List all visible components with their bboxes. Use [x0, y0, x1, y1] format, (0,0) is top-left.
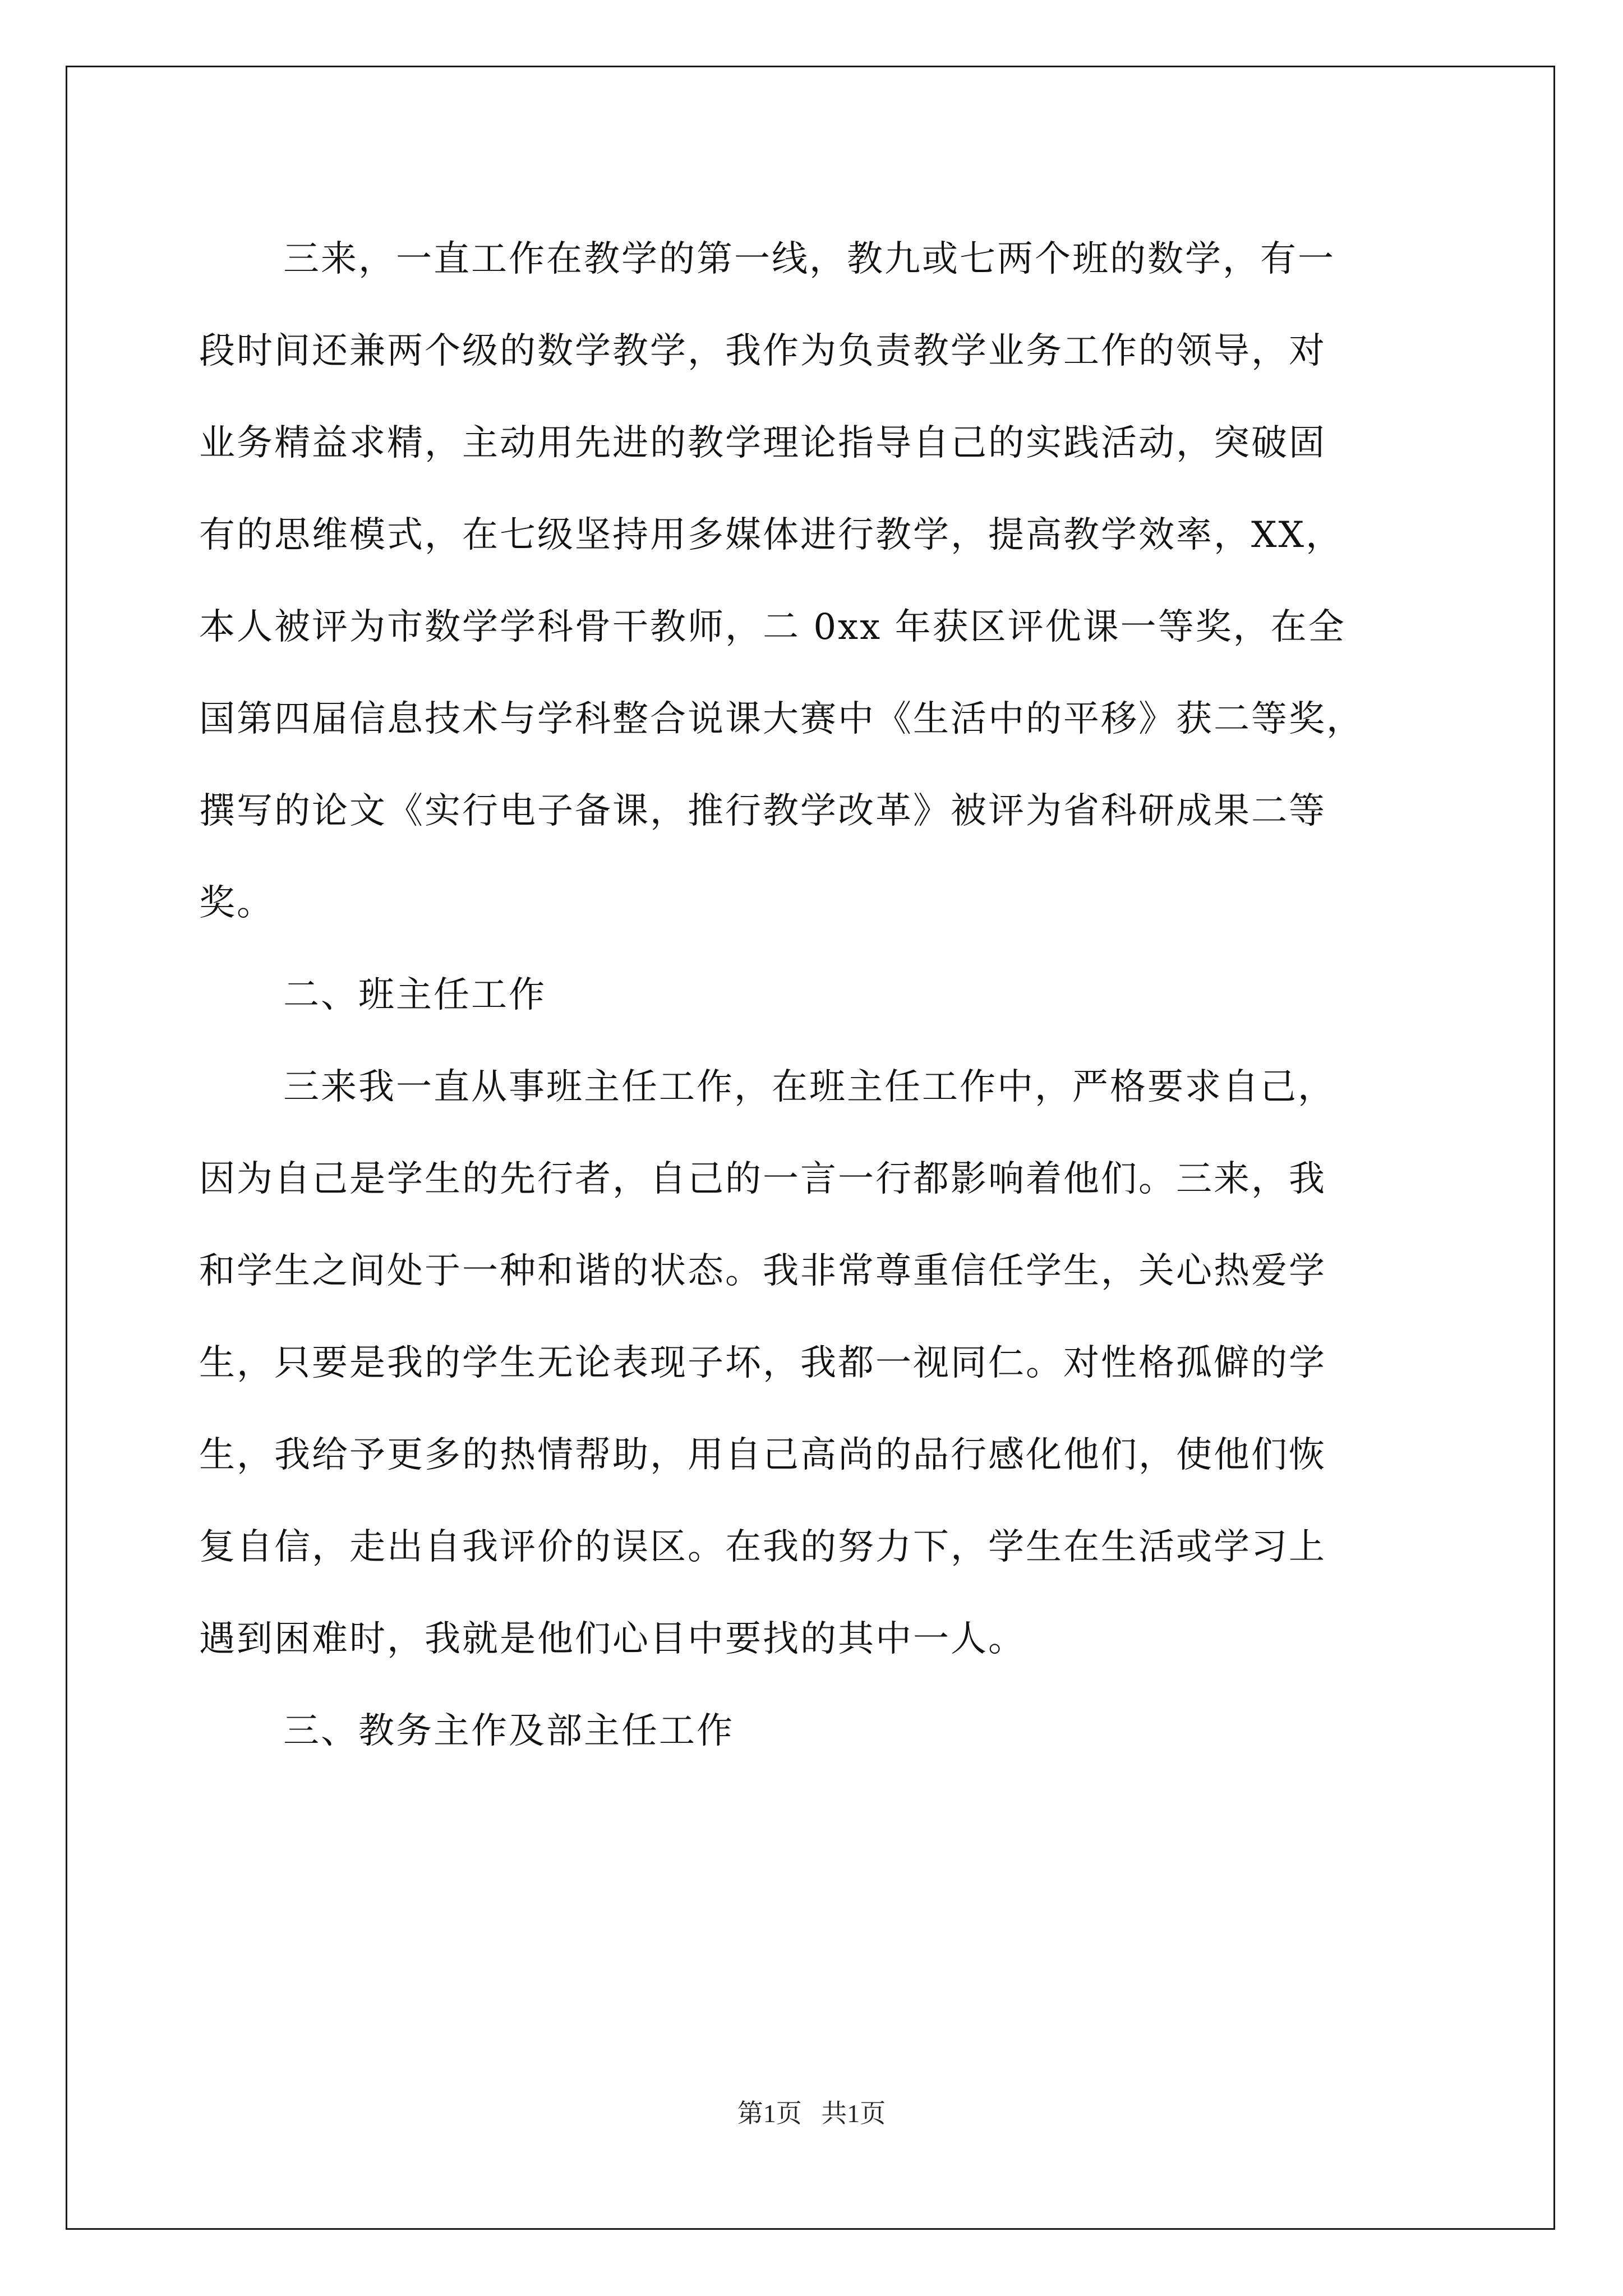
- page-footer: 第1页 共1页: [737, 2099, 886, 2128]
- document-body: [199, 213, 1450, 1777]
- paragraph-1-line-4: 有的思维模式，在七级坚持用多媒体进行教学，提高教学效率，XX，: [199, 514, 1344, 556]
- paragraph-2-line-5: 生，我给予更多的热情帮助，用自己高尚的品行感化他们，使他们恢: [199, 1434, 1326, 1476]
- paragraph-2-line-2: 因为自己是学生的先行者，自己的一言一行都影响着他们。三来，我: [199, 1158, 1326, 1200]
- paragraph-1-line-6: 国第四届信息技术与学科整合说课大赛中《生活中的平移》获二等奖，: [199, 698, 1364, 740]
- paragraph-1-line-8: 奖。: [199, 882, 274, 924]
- paragraph-2-line-4: 生，只要是我的学生无论表现子坏，我都一视同仁。对性格孤僻的学: [199, 1342, 1326, 1384]
- section-heading-2: 二、班主任工作: [283, 974, 546, 1016]
- section-heading-3: 三、教务主作及部主任工作: [283, 1710, 734, 1752]
- paragraph-2-line-1: 三来我一直从事班主任工作，在班主任工作中，严格要求自己，: [283, 1066, 1335, 1108]
- paragraph-2-line-3: 和学生之间处于一种和谐的状态。我非常尊重信任学生，关心热爱学: [199, 1250, 1326, 1292]
- paragraph-2-line-6: 复自信，走出自我评价的误区。在我的努力下，学生在生活或学习上: [199, 1526, 1326, 1568]
- paragraph-1-line-2: 段时间还兼两个级的数学教学，我作为负责教学业务工作的领导，对: [199, 330, 1326, 372]
- paragraph-2-line-7: 遇到困难时，我就是他们心目中要找的其中一人。: [199, 1618, 1026, 1660]
- paragraph-1-line-7: 撰写的论文《实行电子备课，推行教学改革》被评为省科研成果二等: [199, 790, 1326, 832]
- paragraph-1-line-1: 三来，一直工作在教学的第一线，教九或七两个班的数学，有一: [283, 238, 1335, 280]
- paragraph-1-line-5: 本人被评为市数学学科骨干教师，二 0xx 年获区评优课一等奖，在全: [199, 606, 1346, 648]
- paragraph-1-line-3: 业务精益求精，主动用先进的教学理论指导自己的实践活动，突破固: [199, 422, 1326, 464]
